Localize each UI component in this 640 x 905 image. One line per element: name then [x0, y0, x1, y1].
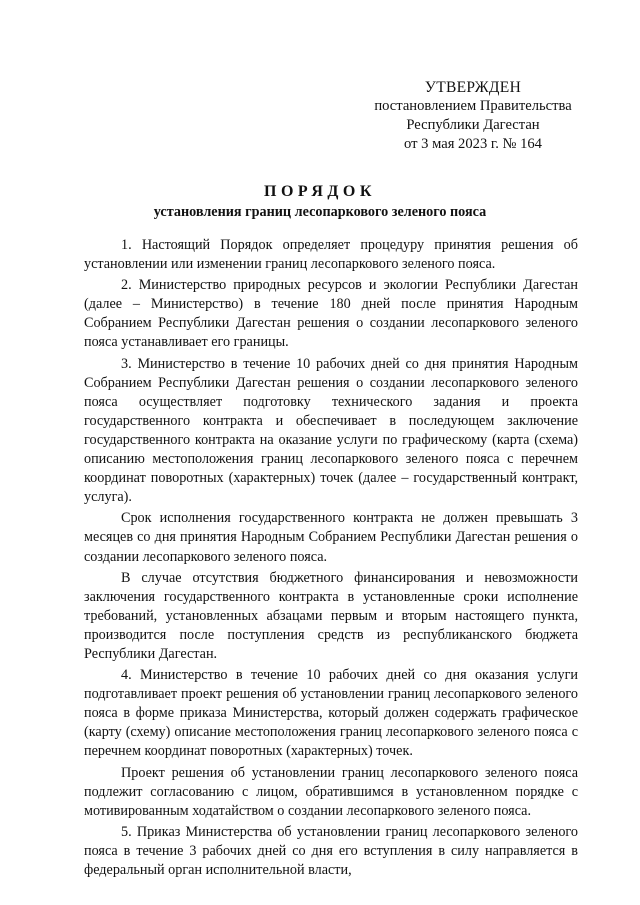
paragraph: 2. Министерство природных ресурсов и экологии Республики Дагестан (далее – Министерство) в течение 180 дней после принятия Народным Собранием Республики Дагестан решения о создании лесопаркового зеленого пояса устанавливает его границы. [84, 277, 578, 351]
approval-heading: УТВЕРЖДЕН [424, 79, 522, 96]
paragraph: 4. Министерство в течение 10 рабочих дней со дня оказания услуги подготавливает проект решения об установлении границ лесопаркового зеленого пояса в форме приказа Министерства, который должен содержать графическое (карту (схему) описание местоположения границ лесопаркового зеленого пояса с перечнем координат поворотных (характерных) точек. [84, 667, 578, 760]
paragraph: 3. Министерство в течение 10 рабочих дней со дня принятия Народным Собранием Республики Дагестан решения о создании лесопаркового зеленого пояса осуществляет подготовку технического задания и проекта государственного контракта и обеспечивает в последующем заключение государственного контракта на оказание услуги по графическому (карта (схема) описанию местоположения границ лесопаркового зеленого пояса с перечнем координат поворотных (характерных) точек (далее – государственный контракт, услуга). [84, 355, 578, 506]
approval-line-2: Республики Дагестан [406, 117, 540, 133]
paragraph: 1. Настоящий Порядок определяет процедуру принятия решения об установлении или изменении границ лесопаркового зеленого пояса. [84, 237, 578, 273]
approval-line-1: постановлением Правительства [374, 98, 572, 114]
paragraph: Срок исполнения государственного контракта не должен превышать 3 месяцев со дня принятия Народным Собранием Республики Дагестан решения о создании лесопаркового зеленого пояса. [84, 510, 578, 565]
approval-stamp [363, 78, 583, 154]
paragraph: В случае отсутствия бюджетного финансирования и невозможности заключения государственного контракта в установленные сроки исполнение требований, установленных абзацами первым и вторым настоящего пункта, производится после поступления средств из республиканского бюджета Республики Дагестан. [84, 569, 578, 662]
approval-line-3: от 3 мая 2023 г. № 164 [404, 136, 542, 152]
document-subtitle: установления границ лесопаркового зеленого пояса [153, 204, 487, 220]
document-title: ПОРЯДОК [264, 183, 376, 200]
paragraph: Проект решения об установлении границ лесопаркового зеленого пояса подлежит согласованию с лицом, обратившимся в установленном порядке с мотивированным ходатайством о создании лесопаркового зеленого пояса. [84, 764, 578, 819]
document-body [84, 236, 578, 882]
paragraph: 5. Приказ Министерства об установлении границ лесопаркового зеленого пояса в течение 3 рабочих дней со дня его вступления в силу направляется в федеральный орган исполнительной власти, [84, 823, 578, 878]
